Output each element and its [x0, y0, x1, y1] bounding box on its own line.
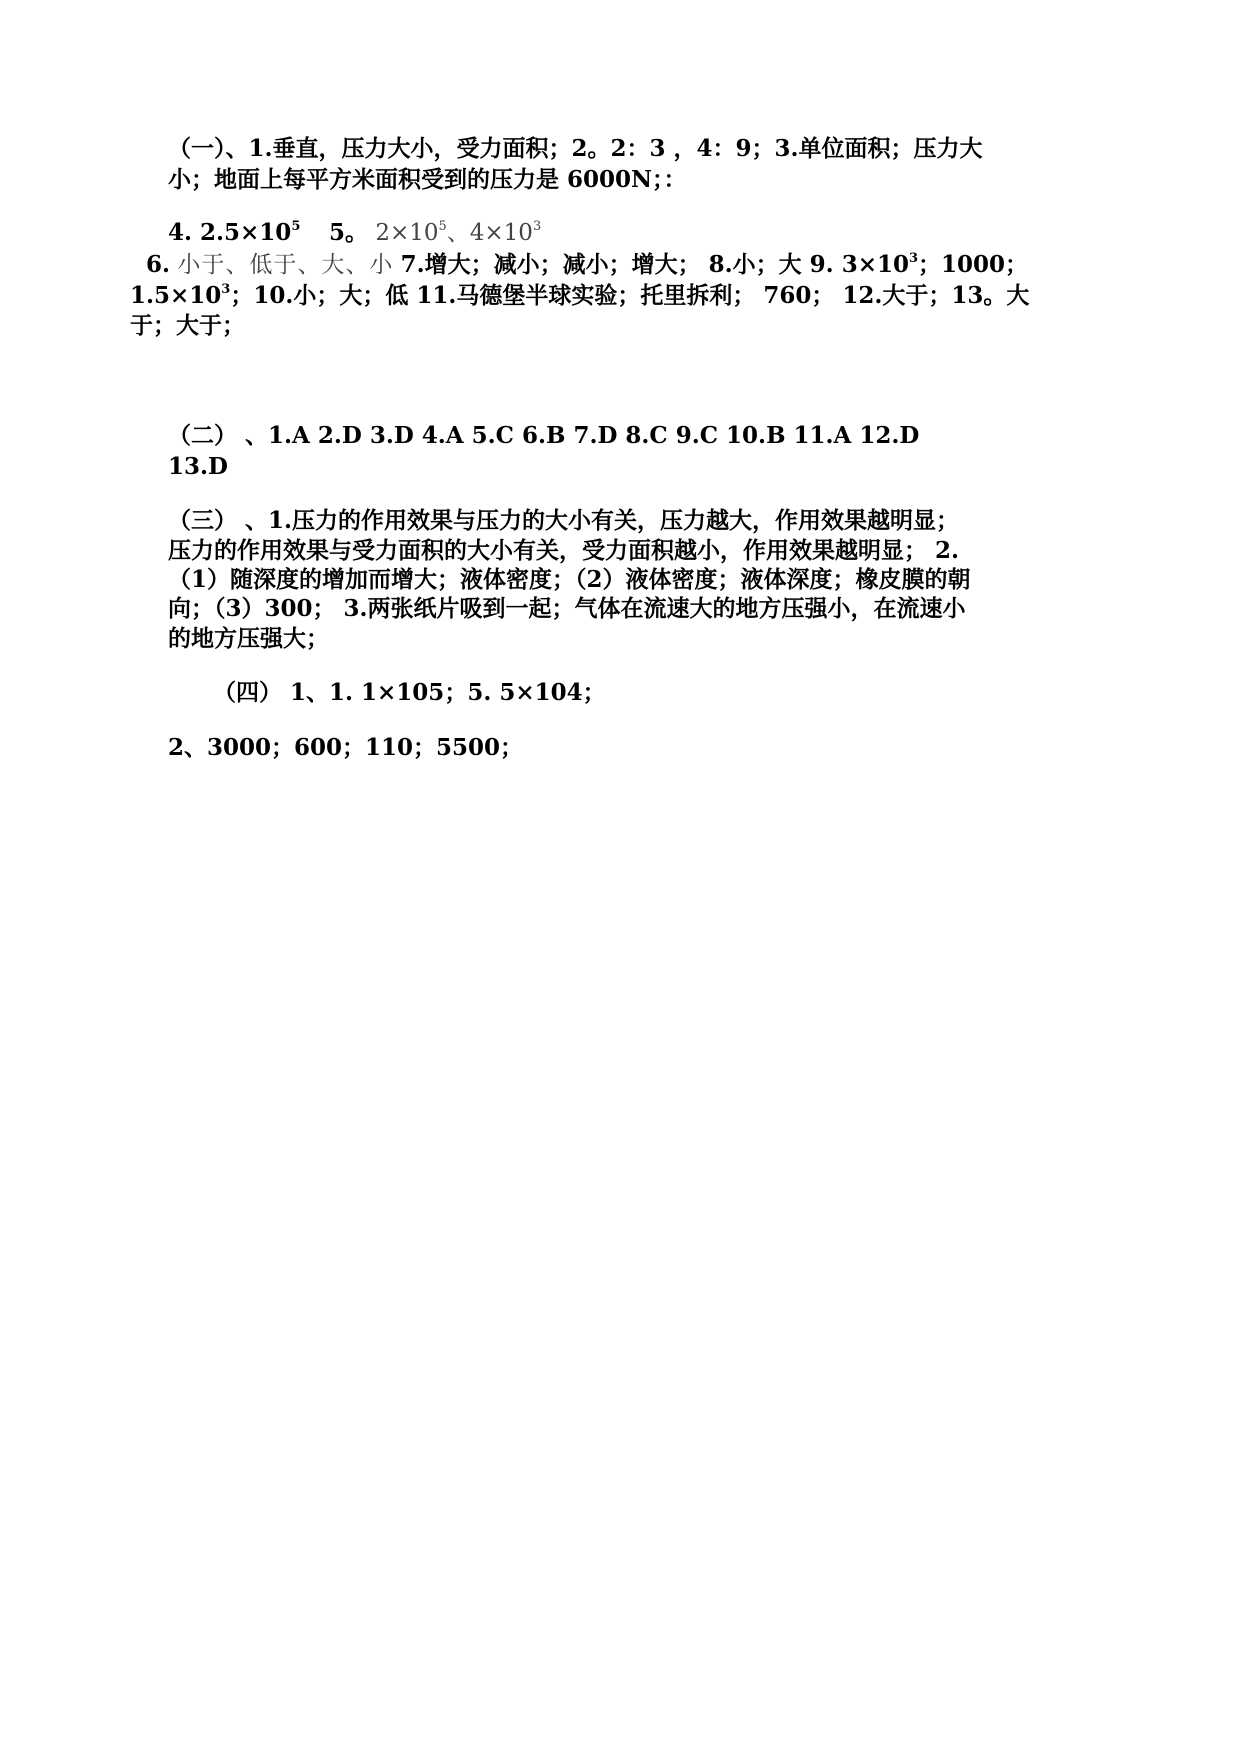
- section3-line2: 压力的作用效果与受力面积的大小有关，受力面积越小，作用效果越明显； 2.: [168, 537, 960, 564]
- section1-line1: （一）、1.垂直，压力大小，受力面积；2。2：3 ，4：9；3.单位面积；压力大: [168, 135, 983, 162]
- answer-4-exponent: 5: [291, 219, 301, 235]
- answer-5-number: 5。: [328, 219, 368, 246]
- section1-line6: 于；大于；: [130, 312, 245, 339]
- section3-line4: 向；（3）300； 3.两张纸片吸到一起；气体在流速大的地方压强小，在流速小: [168, 595, 966, 622]
- answer-4: 4. 2.5×10: [168, 219, 292, 246]
- answer-9-exponent: 3: [908, 251, 919, 267]
- answers-10-to-13: ；10.小；大；低 11.马德堡半球实验；托里拆利； 760； 12.大于；13。大: [230, 282, 1030, 309]
- section3-line1: （三） 、1.压力的作用效果与压力的大小有关，压力越大，作用效果越明显；: [168, 507, 960, 534]
- answer-5-value-a: 2×10: [375, 220, 439, 246]
- section2-line2: 13.D: [168, 453, 228, 480]
- answer-5-value-b: 、4×10: [446, 220, 533, 246]
- answer-5-value-a-exponent: 5: [438, 219, 447, 235]
- answer-6-value: 小于、低于、大、小: [177, 252, 394, 278]
- answer-6-number: 6.: [146, 251, 171, 278]
- section1-line3: [168, 218, 541, 248]
- answer-5-value-b-exponent: 3: [532, 219, 542, 235]
- answer-9-second: 1.5×10: [130, 282, 222, 309]
- section1-line5: [130, 281, 1029, 311]
- section3-line5: 的地方压强大；: [168, 625, 329, 652]
- section1-line2: 小；地面上每平方米面积受到的压力是 6000N；：: [168, 166, 687, 193]
- section3-line3: （1）随深度的增加而增大；液体密度；（2）液体密度；液体深度；橡皮膜的朝: [168, 566, 971, 593]
- answer-9-second-exponent: 3: [221, 282, 231, 298]
- section1-line4: [146, 250, 1028, 280]
- answers-9-tail: ；1000；: [918, 251, 1029, 278]
- answers-7-to-9: 7.增大；减小；减小；增大； 8.小；大 9. 3×10: [400, 251, 909, 278]
- section4-line2: 2、3000；600；110；5500；: [168, 734, 524, 761]
- section4-line1: （四） 1、1. 1×105；5. 5×104；: [213, 679, 606, 706]
- section2-line1: （二） 、1.A 2.D 3.D 4.A 5.C 6.B 7.D 8.C 9.C 10.B 11.A 12.D: [168, 422, 920, 449]
